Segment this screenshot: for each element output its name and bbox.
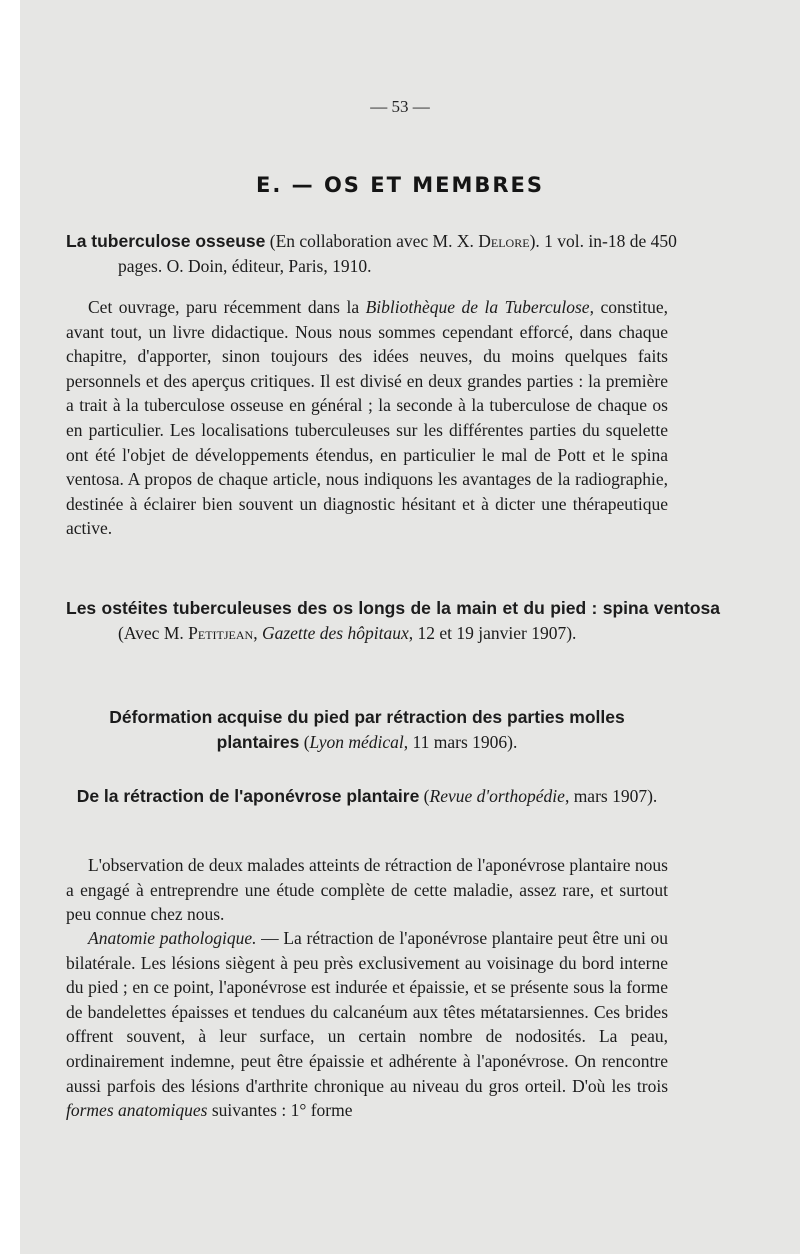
entry-text: , 12 et 19 janvier 1907). xyxy=(408,622,577,643)
paragraph-text: suivantes : 1° forme xyxy=(207,1100,353,1121)
paragraph-ouvrage xyxy=(66,295,668,541)
paragraph-text: L'observation de deux malades atteints de rétraction de l'aponévrose plantaire nous a engagé à entreprendre une étude complète de cette maladie, assez rare, et surtout peu connue chez nous. xyxy=(66,855,668,925)
entry-retraction xyxy=(66,784,668,809)
entry-journal: Revue d'orthopédie xyxy=(429,786,565,806)
paragraph-italic: formes anatomiques xyxy=(66,1100,208,1121)
entry-text: (En collaboration avec M. X. xyxy=(265,231,479,251)
paragraph-italic: Bibliothèque de la Tuberculose xyxy=(365,297,590,317)
entry-text: , mars 1907). xyxy=(564,786,658,806)
entry-author: Delore xyxy=(478,231,530,251)
paragraph-observation xyxy=(66,853,668,927)
entry-tuberculose-osseuse xyxy=(66,229,720,278)
entry-text: ( xyxy=(299,731,310,752)
paragraph-text: , constitue, avant tout, un livre didactique. Nous nous sommes cependant efforcé, dans chaque chapitre, d'apporter, sinon toujours des idées neuves, du moins quelques faits personnels et des aperçus critiques. Il est divisé en deux grandes parties : la première a trait à la tuberculose osseuse en général ; la seconde à la tuberculose de chaque os en particulier. Les localisations tuberculeuses sur les différentes parties du squelette ont été l'objet de développements étendus, en particulier le mal de Pott et le spina ventosa. A propos de chaque article, nous indiquons les avantages de la radiographie, destinée à éclairer bien souvent un diagnostic hésitant et à dicter une thérapeutique active. xyxy=(66,297,668,539)
section-title: E. — OS ET MEMBRES xyxy=(256,173,544,197)
entry-text: , 11 mars 1906). xyxy=(403,731,518,752)
paragraph-anatomie xyxy=(66,926,668,1123)
paragraph-italic: Anatomie pathologique. xyxy=(88,928,257,948)
entry-osteites xyxy=(66,596,720,645)
paragraph-text: — La rétraction de l'aponévrose plantaire peut être uni ou bilatérale. Les lésions siègent à peu près exclusivement au voisinage du bord interne du pied ; en ce point, l'aponévrose est indurée et épaissie, et se présente sous la forme de bandelettes épaisses et tendues du calcanéum aux têtes métatarsiennes. Ces brides offrent souvent, à leur surface, un certain nombre de nodosités. La peau, ordinairement indemne, peut être épaissie et adhérente à l'aponévrose. On rencontre aussi parfois des lésions d'arthrite chronique au niveau du gros orteil. D'où les trois xyxy=(66,928,668,1096)
entry-title: La tuberculose osseuse xyxy=(66,231,266,251)
entry-text: , xyxy=(253,622,262,643)
entry-text: ). 1 vol. in-18 de 450 pages. O. Doin, éditeur, Paris, 1910. xyxy=(118,231,677,276)
entry-journal: Gazette des hôpitaux xyxy=(261,622,409,643)
entry-title: De la rétraction de l'aponévrose plantaire xyxy=(76,786,420,806)
entry-text: ( xyxy=(419,786,430,806)
entry-author: Petitjean xyxy=(188,622,254,643)
entry-journal: Lyon médical xyxy=(309,731,404,752)
entry-text: (Avec M. xyxy=(118,622,189,643)
entry-title: Les ostéites tuberculeuses des os longs de la main et du pied : spina ventosa xyxy=(66,598,720,618)
page-number: — 53 — xyxy=(370,97,430,116)
entry-title: Déformation acquise du pied par rétraction des parties molles plantaires xyxy=(109,707,625,752)
entry-deformation xyxy=(66,705,668,754)
paragraph-text: Cet ouvrage, paru récemment dans la xyxy=(88,297,366,317)
